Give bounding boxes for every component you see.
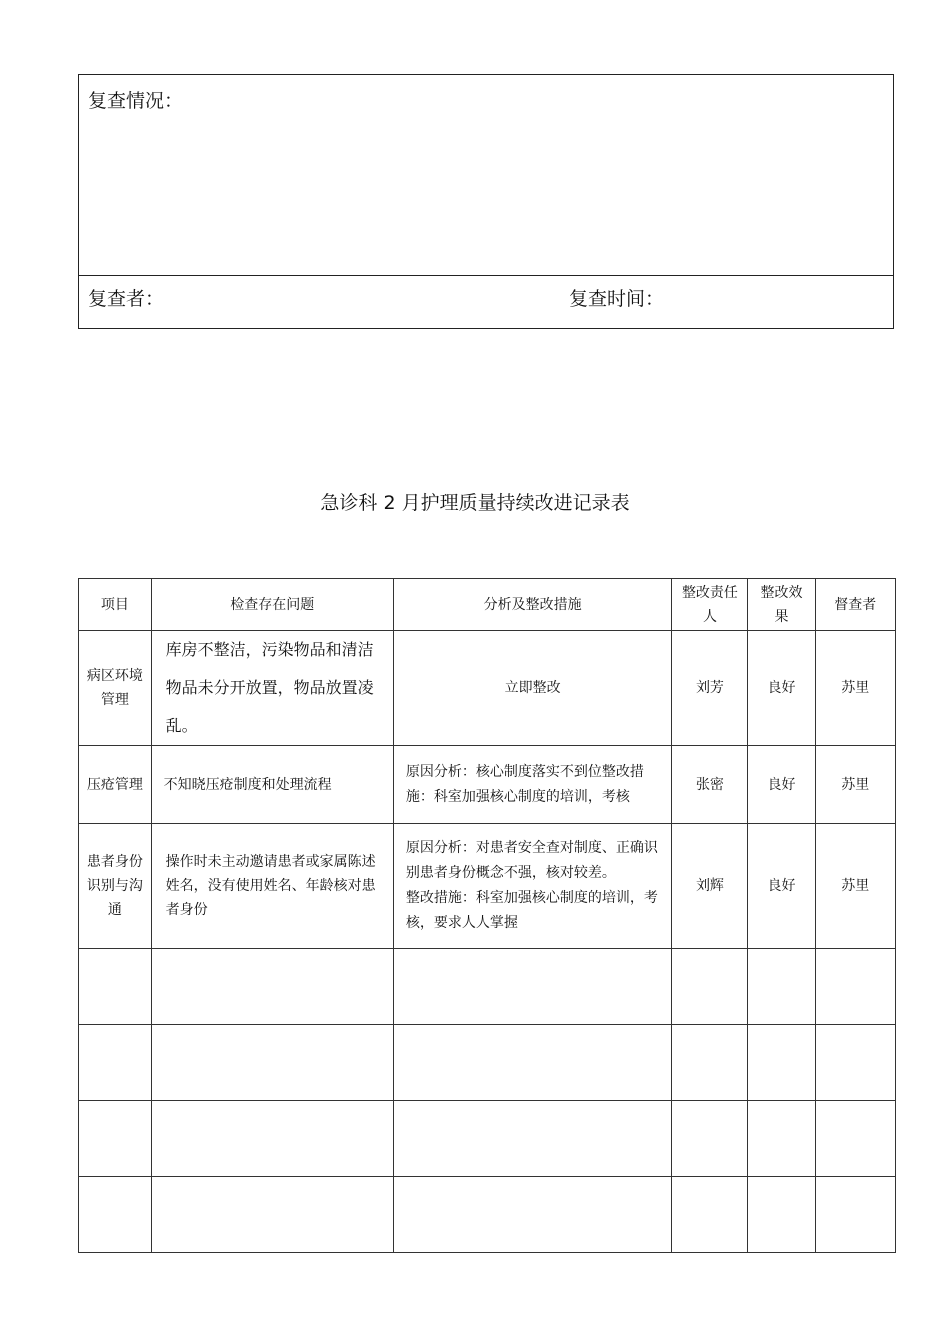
empty-cell: [815, 949, 895, 1025]
header-problem: 检查存在问题: [151, 579, 393, 631]
header-effect: 整改效果: [748, 579, 815, 631]
empty-cell: [151, 949, 393, 1025]
cell-measures: 立即整改: [393, 631, 672, 746]
table-row: [79, 746, 896, 824]
empty-cell: [393, 949, 672, 1025]
empty-cell: [151, 1177, 393, 1253]
empty-cell: [79, 949, 152, 1025]
table-header-row: [79, 579, 896, 631]
header-supervisor: 督查者: [815, 579, 895, 631]
empty-cell: [393, 1025, 672, 1101]
header-responsible: 整改责任人: [672, 579, 748, 631]
cell-problem: 操作时未主动邀请患者或家属陈述姓名，没有使用姓名、年龄核对患者身份: [151, 824, 393, 949]
cell-problem: 库房不整洁，污染物品和清洁物品未分开放置，物品放置凌乱。: [151, 631, 393, 746]
empty-cell: [79, 1025, 152, 1101]
empty-table-row: [79, 949, 896, 1025]
empty-table-row: [79, 1101, 896, 1177]
document-title: 急诊科 2 月护理质量持续改进记录表: [320, 492, 630, 514]
measure-action: 整改措施：科室加强核心制度的培训，考核，要求人人掌握: [405, 890, 658, 931]
cell-supervisor: 苏里: [815, 746, 895, 824]
empty-cell: [672, 1025, 748, 1101]
cell-responsible: 刘芳: [672, 631, 748, 746]
cell-measures: [393, 824, 672, 949]
cell-responsible: 张密: [672, 746, 748, 824]
empty-cell: [748, 1025, 815, 1101]
quality-record-table: [78, 578, 896, 1253]
cell-effect: 良好: [748, 824, 815, 949]
cell-item: 病区环境管理: [79, 631, 152, 746]
empty-cell: [151, 1101, 393, 1177]
empty-cell: [748, 1101, 815, 1177]
cell-supervisor: 苏里: [815, 631, 895, 746]
table-row: [79, 631, 896, 746]
review-time-label: 复查时间：: [569, 288, 665, 310]
cell-item: 压疮管理: [79, 746, 152, 824]
empty-table-row: [79, 1177, 896, 1253]
empty-table-row: [79, 1025, 896, 1101]
header-measures: 分析及整改措施: [393, 579, 672, 631]
review-situation-label: 复查情况：: [88, 90, 184, 112]
empty-cell: [79, 1177, 152, 1253]
empty-cell: [748, 949, 815, 1025]
empty-cell: [393, 1177, 672, 1253]
empty-cell: [748, 1177, 815, 1253]
reviewer-label: 复查者：: [88, 288, 165, 310]
cell-measures: 原因分析：核心制度落实不到位整改措施：科室加强核心制度的培训，考核: [393, 746, 672, 824]
cell-supervisor: 苏里: [815, 824, 895, 949]
empty-cell: [393, 1101, 672, 1177]
cell-item: 患者身份识别与沟通: [79, 824, 152, 949]
empty-cell: [672, 1101, 748, 1177]
header-item: 项目: [79, 579, 152, 631]
empty-cell: [815, 1177, 895, 1253]
cell-responsible: 刘辉: [672, 824, 748, 949]
table-row: [79, 824, 896, 949]
cell-effect: 良好: [748, 631, 815, 746]
measure-analysis: 原因分析：对患者安全查对制度、正确识别患者身份概念不强，核对较差。: [405, 840, 658, 881]
cell-effect: 良好: [748, 746, 815, 824]
review-box: [78, 74, 894, 329]
empty-cell: [672, 949, 748, 1025]
empty-cell: [79, 1101, 152, 1177]
empty-cell: [672, 1177, 748, 1253]
cell-problem: 不知晓压疮制度和处理流程: [151, 746, 393, 824]
review-situation-section: [79, 75, 893, 276]
empty-cell: [815, 1025, 895, 1101]
empty-cell: [151, 1025, 393, 1101]
empty-cell: [815, 1101, 895, 1177]
